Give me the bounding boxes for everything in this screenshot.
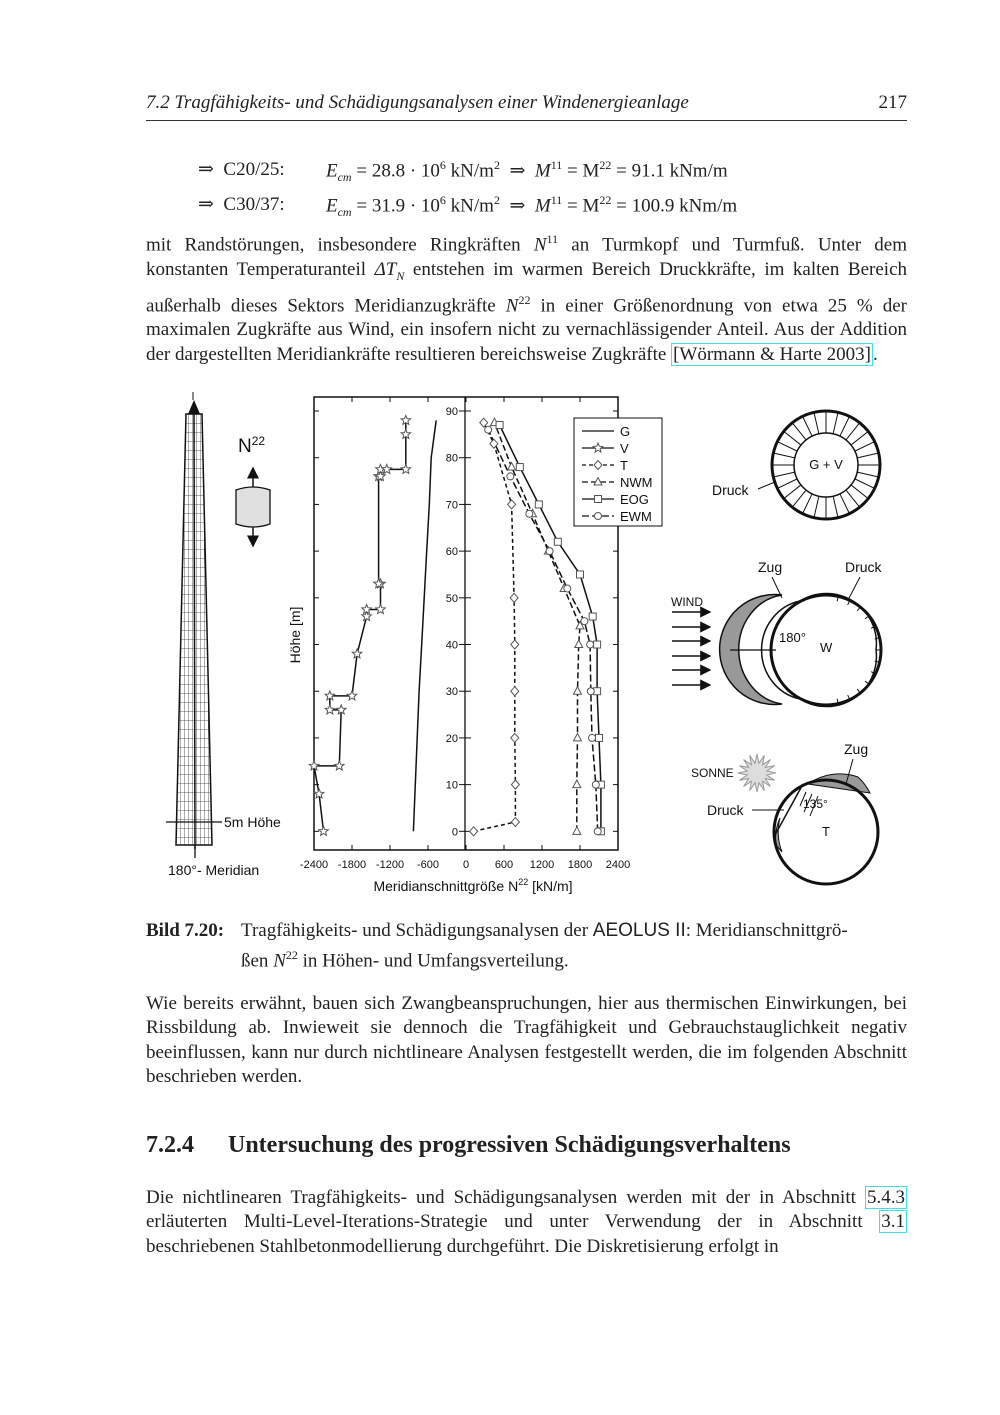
series-point-nwm — [573, 733, 581, 741]
chart-frame — [314, 397, 618, 850]
page-number: 217 — [878, 92, 907, 113]
header-title: 7.2 Tragfähigkeits- und Schädigungsanalysen einer Windenergieanlage — [146, 92, 689, 113]
legend-label-eog: EOG — [620, 492, 649, 507]
x-tick-label: -2400 — [299, 859, 329, 871]
x-tick-label: 2400 — [605, 859, 631, 871]
sonne-label: SONNE — [691, 766, 734, 780]
x-tick-label: 0 — [462, 859, 470, 871]
series-point-t — [511, 733, 519, 742]
series-point-nwm — [573, 780, 581, 788]
t-label: T — [822, 824, 830, 839]
x-tick-label: 600 — [494, 859, 514, 871]
section-gv — [712, 411, 880, 519]
equation-2: ⇒ C30/37: — [198, 194, 285, 215]
x-tick-label: -600 — [416, 859, 440, 871]
series-point-ewm — [587, 688, 594, 695]
series-point-v — [314, 789, 324, 798]
series-point-ewm — [581, 618, 588, 625]
series-point-t — [511, 817, 519, 826]
y-tick-label: 30 — [445, 686, 458, 699]
tower-mesh — [166, 392, 222, 858]
equation-1-ecm: $E_{cm} = 28.8 \cdot 10^6$ $kN/m^2$ ⇒ $M^{11} = M^{22} = 91.1$ kNm/m — [326, 158, 728, 185]
druck-label-3: Druck — [707, 802, 744, 818]
series-point-ewm — [485, 426, 492, 433]
y-tick-label: 10 — [445, 779, 458, 792]
equation-2-ecm: $E_{cm} = 31.9 \cdot 10^6$ $kN/m^2$ ⇒ $M^{11} = M^{22} = 100.9$ kNm/m — [326, 193, 738, 220]
series-point-v — [325, 691, 335, 700]
y-tick-label: 20 — [445, 732, 458, 745]
section-ref-3-1[interactable]: 3.1 — [881, 1211, 905, 1233]
height-label: 5m Höhe — [224, 814, 281, 830]
gv-label: G + V — [809, 457, 843, 472]
wind-label: WIND — [671, 595, 703, 609]
y-tick-label: 50 — [445, 592, 458, 605]
series-point-v — [335, 761, 345, 770]
equation-1: ⇒ C20/25: — [198, 159, 285, 180]
series-point-nwm — [508, 463, 516, 471]
series-point-nwm — [573, 827, 581, 835]
legend-label-g: G — [620, 424, 631, 439]
series-point-ewm — [589, 734, 596, 741]
w-label: W — [820, 640, 833, 655]
y-tick-label: 90 — [445, 406, 458, 419]
druck-label-2: Druck — [845, 559, 882, 575]
series-point-t — [470, 827, 478, 836]
chart-legend — [574, 418, 662, 526]
series-point-v — [309, 761, 319, 770]
section-ref-5-4-3[interactable]: 5.4.3 — [867, 1187, 905, 1208]
meridian-label: 180°- Meridian — [168, 862, 260, 878]
x-tick-label: -1200 — [375, 859, 405, 871]
series-point-ewm — [546, 548, 553, 555]
series-point-ewm — [526, 510, 533, 517]
legend-label-v: V — [620, 441, 629, 456]
section-heading — [146, 1132, 791, 1159]
series-point-ewm — [564, 585, 571, 592]
section-number: 7.2.4 — [146, 1132, 194, 1158]
legend-label-t: T — [620, 458, 628, 473]
legend-label-nwm: NWM — [620, 475, 653, 490]
zug-label-2: Zug — [844, 741, 869, 757]
paragraph-1: mit Randstörungen, insbesondere Ringkräften $N^{11}$ an Turmkopf und Turmfuß. Unter dem konstanten Temperaturanteil $\Delta T_N$ entstehen im warmen Bereich Druckkräfte, im kalten Bereich außerhalb dieses Sektors Meridianzugkräfte $N^{22}$ in einer Größenordnung von etwa 25 % der maximalen Zugkräfte aus Wind, ein insofern nicht zu vernachlässigender Anteil. Aus der Addition der dargestellten Meridiankräfte resultieren bereichsweise Zugkräfte [Wörmann & Harte 2003] . — [146, 232, 908, 365]
x-tick-label: 1200 — [529, 859, 555, 871]
series-point-eog — [496, 422, 503, 429]
series-point-nwm — [575, 640, 583, 648]
series-point-v — [362, 612, 372, 621]
druck-label-1: Druck — [712, 482, 749, 498]
series-point-eog — [535, 501, 542, 508]
series-point-v — [347, 691, 357, 700]
x-tick-label: 1800 — [567, 859, 593, 871]
series-point-t — [511, 687, 519, 696]
section-wind — [671, 559, 883, 707]
figure-caption: Bild 7.20: Tragfähigkeits- und Schädigungsanalysen der AEOLUS II: Meridianschnittgrö- ßen $N^{22}$ in Höhen- und Umfangsverteilung. — [146, 920, 848, 972]
y-tick-label: 0 — [451, 826, 458, 839]
series-point-eog — [589, 613, 596, 620]
series-line-g — [413, 420, 436, 831]
series-point-t — [511, 780, 519, 789]
series-point-v — [376, 605, 386, 614]
series-point-eog — [516, 464, 523, 471]
angle-135-label: 135° — [803, 797, 828, 811]
sun-icon — [738, 754, 776, 792]
series-point-t — [511, 640, 519, 649]
y-tick-label: 70 — [445, 499, 458, 512]
legend-marker-ewm — [595, 513, 602, 520]
series-point-ewm — [594, 828, 601, 835]
n22-element-icon — [236, 468, 270, 546]
series-line-t — [474, 423, 516, 832]
series-point-v — [319, 826, 329, 835]
series-point-eog — [554, 538, 561, 545]
series-point-ewm — [587, 641, 594, 648]
y-tick-label: 60 — [445, 546, 458, 559]
citation-link[interactable]: [Wörmann & Harte 2003] — [673, 343, 871, 365]
series-point-v — [337, 705, 347, 714]
series-point-eog — [596, 734, 603, 741]
angle-180-label: 180° — [779, 630, 806, 645]
series-point-v — [352, 649, 362, 658]
n22-label: $N^{22}$ — [238, 434, 266, 457]
series-point-eog — [577, 571, 584, 578]
x-axis-label: Meridianschnittgröße $N^{22}$ [kN/m] — [373, 877, 573, 894]
y-tick-label: 40 — [445, 639, 458, 652]
series-point-v — [401, 429, 411, 438]
caption-label: Bild 7.20: — [146, 920, 225, 941]
section-sun — [691, 741, 878, 884]
section-title: Untersuchung des progressiven Schädigungsverhaltens — [228, 1132, 791, 1158]
y-axis-label: Höhe [m] — [287, 606, 303, 664]
legend-label-ewm: EWM — [620, 509, 652, 524]
series-point-ewm — [507, 473, 514, 480]
series-point-v — [325, 705, 335, 714]
series-point-v — [362, 605, 372, 614]
series-point-eog — [594, 641, 601, 648]
zug-label-1: Zug — [758, 559, 783, 575]
series-point-v — [401, 415, 411, 424]
series-point-v — [401, 464, 411, 473]
y-tick-label: 80 — [445, 452, 458, 465]
series-line-v — [314, 420, 406, 831]
series-point-nwm — [573, 687, 581, 695]
series-point-t — [508, 500, 516, 509]
series-point-ewm — [592, 781, 599, 788]
paragraph-2: Wie bereits erwähnt, bauen sich Zwangbeanspruchungen, hier aus thermischen Einwirkungen, bei Rissbildung ab. Inwieweit sie dennoch die Tragfähigkeit und Gebrauchstauglichkeit negativ beeinflussen, kann nur durch nichtlineare Analysen festgestellt werden, die im folgenden Abschnitt beschrieben werden. — [146, 993, 907, 1087]
paragraph-3: Die nichtlinearen Tragfähigkeits- und Schädigungsanalysen werden mit der in Abschnitt 5.4.3 erläuterten Multi-Level-Iterations-Strategie und unter Verwendung der in Abschnitt 3.1 beschriebenen Stahlbetonmodellierung durchgeführt. Die Diskretisierung erfolgt in — [146, 1187, 905, 1257]
series-point-t — [510, 593, 518, 602]
wind-arrows-icon — [672, 612, 710, 685]
series-point-t — [480, 418, 488, 427]
series-line-nwm — [495, 423, 581, 832]
legend-marker-eog — [595, 496, 602, 503]
x-tick-label: -1800 — [337, 859, 367, 871]
